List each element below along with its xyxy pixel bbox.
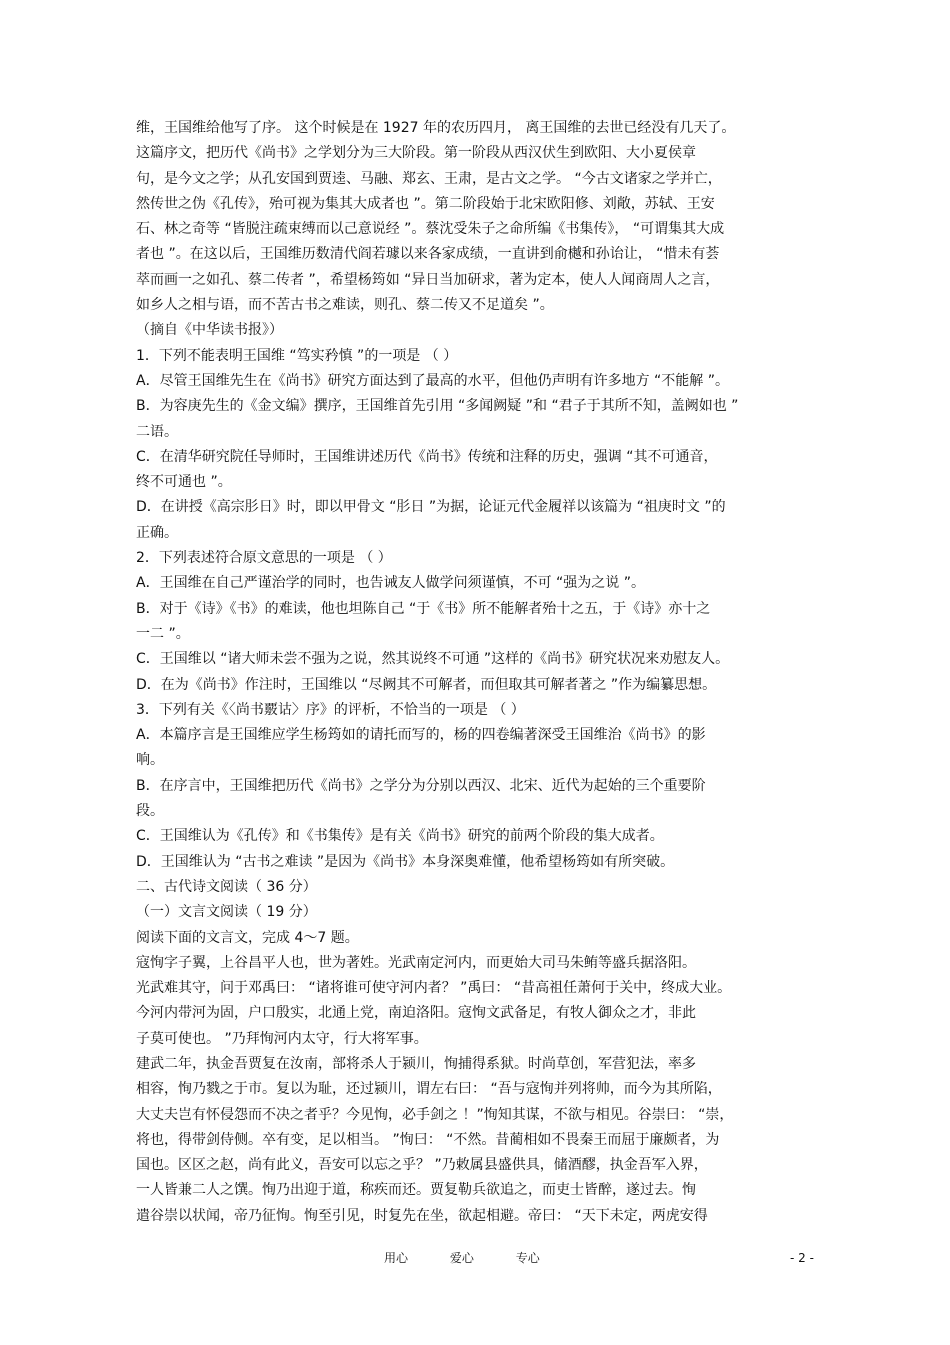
- text-line: 一二 ”。: [136, 625, 190, 642]
- text-line: 遣谷崇以状闻，帝乃征恂。恂至引见，时复先在坐，欲起相避。帝曰： “天下未定，两虎安得: [136, 1207, 708, 1224]
- text-line: 子莫可使也。 ”乃拜恂河内太守，行大将军事。: [136, 1030, 428, 1047]
- text-line: 阅读下面的文言文，完成 4～7 题。: [136, 929, 359, 946]
- body-text: [136, 116, 826, 1229]
- text-line: 3．下列有关《〈尚书覈诂〉序》的评析，不恰当的一项是 （ ）: [136, 701, 525, 718]
- text-line: 国也。区区之赵，尚有此义，吾安可以忘之乎？ ”乃敕属县盛供具，储酒醪，执金吾军入界，: [136, 1157, 708, 1174]
- text-line: D．在讲授《高宗肜日》时，即以甲骨文 “肜日 ”为据，论证元代金履祥以该篇为 “祖庚时文 ”的: [136, 499, 726, 516]
- text-line: 将也，得带剑侍侧。卒有变，足以相当。 ”恂曰： “不然。昔蔺相如不畏秦王而屈于廉颇者，为: [136, 1131, 720, 1148]
- text-line: D．王国维认为 “古书之难读 ”是因为《尚书》本身深奥难懂，他希望杨筠如有所突破。: [136, 853, 675, 870]
- text-line: C．在清华研究院任导师时，王国维讲述历代《尚书》传统和注释的历史，强调 “其不可通音，: [136, 448, 718, 465]
- footer-motto: [384, 1248, 578, 1268]
- text-line: B．为容庚先生的《金文编》撰序，王国维首先引用 “多闻阙疑 ”和 “君子于其所不知，盖阙如也 ”: [136, 398, 739, 415]
- text-line: 响。: [136, 752, 164, 769]
- text-line: 这篇序文，把历代《尚书》之学划分为三大阶段。第一阶段从西汉伏生到欧阳、大小夏侯章: [136, 145, 696, 162]
- page-number: - 2 -: [790, 1251, 814, 1265]
- text-line: 建武二年，执金吾贾复在汝南，部将杀人于颍川，恂捕得系狱。时尚草创，军营犯法，率多: [136, 1055, 696, 1072]
- text-line: 寇恂字子翼，上谷昌平人也，世为著姓。光武南定河内，而更始大司马朱鲔等盛兵据洛阳。: [136, 954, 696, 971]
- text-line: 今河内带河为固，户口殷实，北通上党，南迫洛阳。寇恂文武备足，有牧人御众之才，非此: [136, 1005, 696, 1022]
- text-line: 光武难其守，问于邓禹曰： “诸将谁可使守河内者？ ”禹曰： “昔高祖任萧何于关中，终成大业。: [136, 980, 732, 997]
- text-line: 一人皆兼二人之馔。恂乃出迎于道，称疾而还。贾复勒兵欲追之，而吏士皆醉，遂过去。恂: [136, 1182, 696, 1199]
- text-line: 句，是今文之学；从孔安国到贾逵、马融、郑玄、王肃，是古文之学。 “今古文诸家之学并亡，: [136, 170, 722, 187]
- text-line: 正确。: [136, 524, 178, 541]
- text-line: 然传世之伪《孔传》，殆可视为集其大成者也 ”。第二阶段始于北宋欧阳修、刘敞，苏轼、王安: [136, 195, 715, 212]
- text-line: 段。: [136, 803, 164, 820]
- text-line: 维，王国维给他写了序。 这个时候是在 1927 年的农历四月， 离王国维的去世已经没有几天了。: [136, 120, 736, 136]
- text-line: （一）文言文阅读（ 19 分）: [136, 904, 317, 921]
- text-line: 石、林之奇等 “皆脱注疏束缚而以己意说经 ”。蔡沈受朱子之命所编《书集传》， “可谓集其大成: [136, 221, 725, 238]
- text-line: B．在序言中，王国维把历代《尚书》之学分为分别以西汉、北宋、近代为起始的三个重要阶: [136, 777, 706, 794]
- text-line: 二语。: [136, 423, 178, 440]
- text-line: 大丈夫岂有怀侵怨而不决之者乎？今见恂，必手剑之 ！”恂知其谋，不欲与相见。谷崇曰： “崇，: [136, 1106, 734, 1123]
- text-line: 萃而画一之如孔、蔡二传者 ”，希望杨筠如 “异日当加研求，著为定本，使人人闻商周人之言，: [136, 271, 720, 288]
- text-line: 1．下列不能表明王国维 “笃实矜慎 ”的一项是 （ ）: [136, 347, 458, 364]
- text-line: C．王国维认为《孔传》和《书集传》是有关《尚书》研究的前两个阶段的集大成者。: [136, 828, 664, 845]
- text-line: 2．下列表述符合原文意思的一项是 （ ）: [136, 550, 392, 567]
- footer-motto-2: 爱心: [449, 1251, 474, 1265]
- text-line: （摘自《中华读书报》）: [136, 322, 283, 339]
- text-line: 者也 ”。在这以后，王国维历数清代阎若璩以来各家成绩，一直讲到俞樾和孙诒让， “惜未有荟: [136, 246, 720, 263]
- text-line: 二、古代诗文阅读（ 36 分）: [136, 878, 317, 895]
- text-line: 相容，恂乃戮之于市。复以为耻，还过颍川，谓左右曰： “吾与寇恂并列将帅，而今为其所陷，: [136, 1081, 722, 1098]
- text-line: D．在为《尚书》作注时，王国维以 “尽阙其不可解者，而但取其可解者著之 ”作为编纂思想。: [136, 676, 717, 693]
- page-footer: [0, 1248, 950, 1268]
- text-line: A．本篇序言是王国维应学生杨筠如的请托而写的，杨的四卷编著深受王国维治《尚书》的影: [136, 727, 706, 744]
- text-line: A．王国维在自己严谨治学的同时，也告诫友人做学问须谨慎，不可 “强为之说 ”。: [136, 575, 645, 592]
- text-line: 如乡人之相与语，而不苦古书之难读，则孔、蔡二传又不足道矣 ”。: [136, 297, 554, 314]
- footer-motto-1: 用心: [384, 1251, 409, 1265]
- footer-motto-3: 专心: [515, 1251, 540, 1265]
- text-line: 终不可通也 ”。: [136, 474, 232, 491]
- text-line: A．尽管王国维先生在《尚书》研究方面达到了最高的水平，但他仍声明有许多地方 “不能解 ”。: [136, 372, 729, 389]
- text-line: B．对于《诗》《书》的难读，他也坦陈自己 “于《书》所不能解者殆十之五，于《诗》亦十之: [136, 600, 711, 617]
- text-line: C．王国维以 “诸大师未尝不强为之说，然其说终不可通 ”这样的《尚书》研究状况来劝慰友人。: [136, 651, 730, 668]
